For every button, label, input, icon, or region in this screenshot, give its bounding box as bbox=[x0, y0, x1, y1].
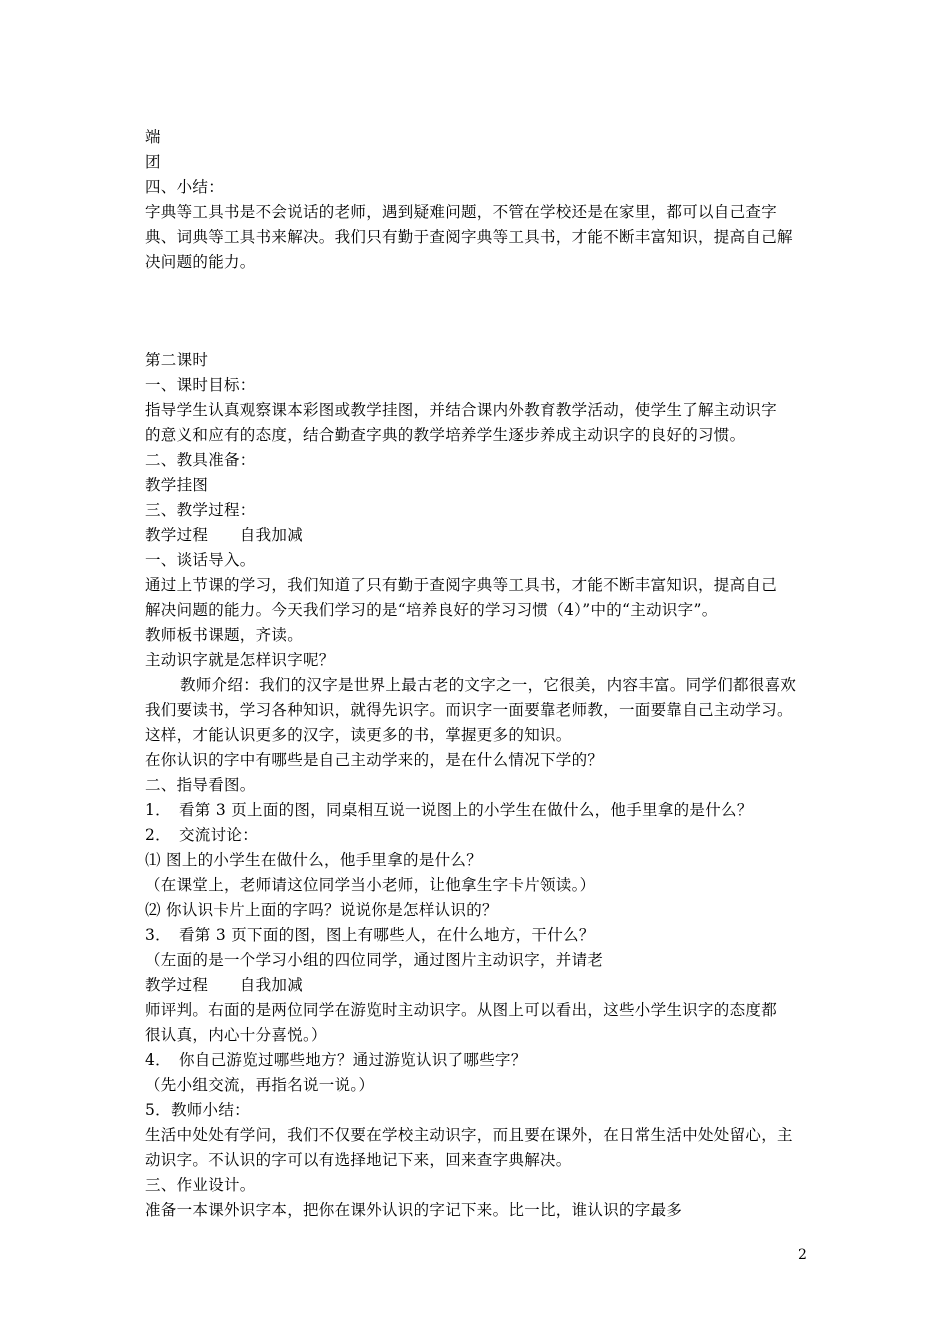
text-line: 动识字。不认识的字可以有选择地记下来，回来查字典解决。 bbox=[145, 1151, 572, 1169]
text-line: 2． 交流讨论： bbox=[145, 826, 259, 844]
text-line: 教师板书课题，齐读。 bbox=[145, 626, 304, 644]
text-line: （先小组交流，再指名说一说。） bbox=[145, 1076, 375, 1094]
text-line: 4． 你自己游览过哪些地方？通过游览认识了哪些字？ bbox=[145, 1051, 527, 1069]
text-line: 5．教师小结： bbox=[145, 1101, 250, 1119]
text-line: 生活中处处有学问，我们不仅要在学校主动识字，而且要在课外，在日常生活中处处留心，主 bbox=[145, 1126, 793, 1144]
text-line: 教学过程 自我加减 bbox=[145, 976, 304, 994]
text-line: ⑵ 你认识卡片上面的字吗？说说你是怎样认识的？ bbox=[145, 901, 498, 919]
text-line: 字典等工具书是不会说话的老师，遇到疑难问题，不管在学校还是在家里，都可以自己查字 bbox=[145, 203, 778, 221]
text-line: 教师介绍：我们的汉字是世界上最古老的文字之一，它很美，内容丰富。同学们都很喜欢 bbox=[180, 676, 797, 694]
section-heading: 第二课时 bbox=[145, 351, 209, 369]
text-line: 教学过程 自我加减 bbox=[145, 526, 304, 544]
text-line: 准备一本课外识字本，把你在课外认识的字记下来。比一比，谁认识的字最多 bbox=[145, 1201, 683, 1219]
section-heading: 二、教具准备： bbox=[145, 451, 256, 469]
text-line: 1． 看第 3 页上面的图，同桌相互说一说图上的小学生在做什么，他手里拿的是什么？ bbox=[145, 801, 753, 819]
section-heading: 二、指导看图。 bbox=[145, 776, 256, 794]
text-line: 的意义和应有的态度，结合勤查字典的教学培养学生逐步养成主动识字的良好的习惯。 bbox=[145, 426, 746, 444]
section-heading: 一、谈话导入。 bbox=[145, 551, 256, 569]
text-line: 主动识字就是怎样识字呢？ bbox=[145, 651, 335, 669]
text-line: 我们要读书，学习各种知识，就得先识字。而识字一面要靠老师教，一面要靠自己主动学习。 bbox=[145, 701, 793, 719]
text-line: 端 bbox=[145, 128, 161, 146]
text-line: 指导学生认真观察课本彩图或教学挂图，并结合课内外教育教学活动，使学生了解主动识字 bbox=[145, 401, 778, 419]
text-line: 决问题的能力。 bbox=[145, 253, 256, 271]
page-number: 2 bbox=[798, 1247, 807, 1263]
text-line: 典、词典等工具书来解决。我们只有勤于查阅字典等工具书，才能不断丰富知识，提高自己解 bbox=[145, 228, 793, 246]
text-line: 师评判。右面的是两位同学在游览时主动识字。从图上可以看出，这些小学生识字的态度都 bbox=[145, 1001, 778, 1019]
text-line: 解决问题的能力。今天我们学习的是“培养良好的学习习惯（4）”中的“主动识字”。 bbox=[145, 601, 718, 619]
text-line: 在你认识的字中有哪些是自己主动学来的，是在什么情况下学的？ bbox=[145, 751, 604, 769]
section-heading: 四、小结： bbox=[145, 178, 225, 196]
text-line: （左面的是一个学习小组的四位同学，通过图片主动识字，并请老 bbox=[145, 951, 604, 969]
section-heading: 三、教学过程： bbox=[145, 501, 256, 519]
section-heading: 三、作业设计。 bbox=[145, 1176, 256, 1194]
section-heading: 一、课时目标： bbox=[145, 376, 256, 394]
text-line: （在课堂上，老师请这位同学当小老师，让他拿生字卡片领读。） bbox=[145, 876, 596, 894]
text-line: 通过上节课的学习，我们知道了只有勤于查阅字典等工具书，才能不断丰富知识，提高自己 bbox=[145, 576, 778, 594]
text-line: 3． 看第 3 页下面的图，图上有哪些人，在什么地方，干什么？ bbox=[145, 926, 595, 944]
text-line: 教学挂图 bbox=[145, 476, 209, 494]
text-line: 这样，才能认识更多的汉字，读更多的书，掌握更多的知识。 bbox=[145, 726, 572, 744]
text-line: 很认真，内心十分喜悦。） bbox=[145, 1026, 327, 1044]
text-line: ⑴ 图上的小学生在做什么，他手里拿的是什么？ bbox=[145, 851, 483, 869]
text-line: 团 bbox=[145, 153, 161, 171]
